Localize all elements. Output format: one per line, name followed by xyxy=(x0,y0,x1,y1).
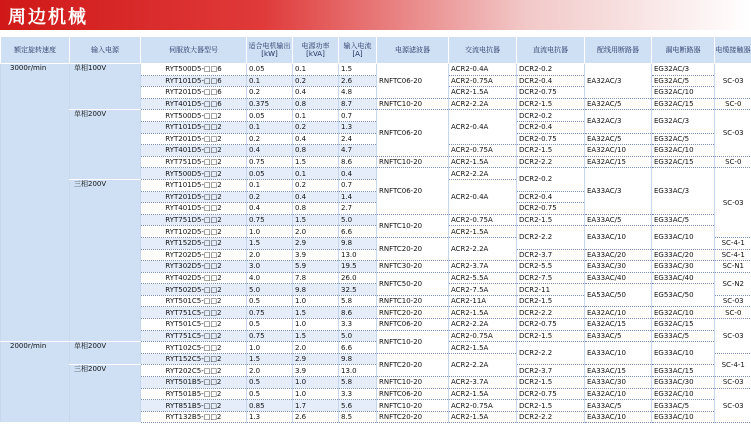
motor-output-kw: 0.5 xyxy=(247,377,293,389)
wiring-breaker: EA32AC/10 xyxy=(585,145,652,157)
dc-reactor: DCR2-7.5 xyxy=(517,272,585,284)
ac-reactor: ACR2-0.4A xyxy=(449,64,517,76)
input-current-a: 1.5 xyxy=(339,64,377,76)
power-kva: 5.9 xyxy=(293,261,339,273)
input-current-a: 5.0 xyxy=(339,330,377,342)
dc-reactor: DCR2-3.7 xyxy=(517,249,585,261)
power-kva: 0.2 xyxy=(293,75,339,87)
input-current-a: 3.3 xyxy=(339,388,377,400)
input-current-a: 9.8 xyxy=(339,237,377,249)
leakage-breaker: EG53AC/50 xyxy=(652,284,715,307)
input-current-a: 2.7 xyxy=(339,203,377,215)
power-filter: RNFTC20-20 xyxy=(377,353,449,376)
wiring-breaker: EA32AC/3 xyxy=(585,110,652,133)
wiring-breaker: EA32AC/5 xyxy=(585,133,652,145)
dc-reactor: DCR2-0.75 xyxy=(517,388,585,400)
input-power-cell: 三相200V xyxy=(70,179,141,341)
motor-output-kw: 0.5 xyxy=(247,319,293,331)
ac-reactor: ACR2-2.2A xyxy=(449,237,517,260)
amplifier-model: RYT102C5-□□2 xyxy=(141,342,247,354)
motor-output-kw: 0.4 xyxy=(247,203,293,215)
wiring-breaker: EA33AC/5 xyxy=(585,400,652,412)
ac-reactor: ACR2-1.5A xyxy=(449,226,517,238)
contactor: SC-03 xyxy=(715,388,751,423)
ac-reactor: ACR2-0.75A xyxy=(449,145,517,157)
motor-output-kw: 0.2 xyxy=(247,191,293,203)
power-kva: 2.0 xyxy=(293,226,339,238)
amplifier-model: RYT152C5-□□2 xyxy=(141,353,247,365)
power-filter: RNFTC30-20 xyxy=(377,261,449,273)
amplifier-model: RYT751D5-□□2 xyxy=(141,214,247,226)
column-header: 漏电断路器 xyxy=(652,37,715,64)
dc-reactor: DCR2-0.75 xyxy=(517,319,585,331)
power-filter: RNFTC06-20 xyxy=(377,319,449,331)
amplifier-model: RYT101D5-□□2 xyxy=(141,179,247,191)
power-kva: 7.8 xyxy=(293,272,339,284)
ac-reactor: ACR2-2.2A xyxy=(449,168,517,180)
contactor: SC-03 xyxy=(715,168,751,238)
dc-reactor: DCR2-1.5 xyxy=(517,214,585,226)
input-current-a: 5.8 xyxy=(339,295,377,307)
motor-output-kw: 5.0 xyxy=(247,284,293,296)
wiring-breaker: EA32AC/5 xyxy=(585,98,652,110)
dc-reactor: DCR2-1.5 xyxy=(517,400,585,412)
power-filter: RNFTC20-20 xyxy=(377,307,449,319)
wiring-breaker: EA33AC/40 xyxy=(585,272,652,284)
input-power-cell: 单相200V xyxy=(70,342,141,365)
motor-output-kw: 0.4 xyxy=(247,145,293,157)
motor-output-kw: 0.5 xyxy=(247,295,293,307)
power-kva: 1.0 xyxy=(293,319,339,331)
input-current-a: 6.6 xyxy=(339,342,377,354)
input-power-cell: 三相200V xyxy=(70,365,141,423)
power-filter: RNFTC10-20 xyxy=(377,295,449,307)
motor-output-kw: 0.1 xyxy=(247,75,293,87)
power-kva: 0.4 xyxy=(293,133,339,145)
column-header: 电源功率 [kVA] xyxy=(293,37,339,64)
ac-reactor: ACR2-3.7A xyxy=(449,377,517,389)
power-kva: 9.8 xyxy=(293,284,339,296)
power-filter: RNFTC10-20 xyxy=(377,98,449,110)
power-kva: 0.2 xyxy=(293,179,339,191)
page-banner xyxy=(0,0,751,30)
input-current-a: 0.7 xyxy=(339,179,377,191)
ac-reactor: ACR2-1.5A xyxy=(449,342,517,354)
dc-reactor: DCR2-1.5 xyxy=(517,98,585,110)
leakage-breaker: EG33AC/5 xyxy=(652,400,715,412)
power-kva: 1.0 xyxy=(293,295,339,307)
dc-reactor: DCR2-2.2 xyxy=(517,342,585,365)
power-kva: 0.8 xyxy=(293,145,339,157)
wiring-breaker: EA33AC/30 xyxy=(585,377,652,389)
amplifier-model: RYT500D5-□□2 xyxy=(141,110,247,122)
amplifier-model: RYT101D5-□□2 xyxy=(141,121,247,133)
leakage-breaker: EG32AC/3 xyxy=(652,110,715,133)
amplifier-model: RYT302D5-□□2 xyxy=(141,261,247,273)
motor-output-kw: 1.5 xyxy=(247,353,293,365)
power-filter: RNFTC20-20 xyxy=(377,411,449,423)
input-current-a: 4.7 xyxy=(339,145,377,157)
ac-reactor: ACR2-1.5A xyxy=(449,307,517,319)
motor-output-kw: 2.0 xyxy=(247,249,293,261)
rated-speed-cell: 2000r/min xyxy=(1,342,70,423)
amplifier-model: RYT501B5-□□2 xyxy=(141,388,247,400)
contactor: SC-03 xyxy=(715,319,751,354)
input-current-a: 8.6 xyxy=(339,307,377,319)
amplifier-model: RYT501B5-□□2 xyxy=(141,377,247,389)
dc-reactor: DCR2-2.2 xyxy=(517,156,585,168)
power-kva: 0.1 xyxy=(293,64,339,76)
power-kva: 3.9 xyxy=(293,249,339,261)
amplifier-model: RYT101D5-□□6 xyxy=(141,75,247,87)
amplifier-model: RYT102D5-□□2 xyxy=(141,226,247,238)
dc-reactor: DCR2-2.2 xyxy=(517,411,585,423)
wiring-breaker: EA33AC/15 xyxy=(585,365,652,377)
power-filter: RNFTC06-20 xyxy=(377,110,449,156)
dc-reactor: DCR2-2.2 xyxy=(517,226,585,249)
ac-reactor: ACR2-5.5A xyxy=(449,272,517,284)
wiring-breaker: EA32AC/15 xyxy=(585,156,652,168)
leakage-breaker: EG32AC/10 xyxy=(652,307,715,319)
contactor: SC-4-1 xyxy=(715,249,751,261)
amplifier-model: RYT502D5-□□2 xyxy=(141,284,247,296)
column-header: 直流电抗器 xyxy=(517,37,585,64)
power-filter: RNFTC10-20 xyxy=(377,400,449,412)
amplifier-model: RYT401D5-□□2 xyxy=(141,145,247,157)
column-header: 额定旋转速度 xyxy=(1,37,70,64)
power-kva: 1.0 xyxy=(293,377,339,389)
leakage-breaker: EG32AC/15 xyxy=(652,319,715,331)
dc-reactor: DCR2-5.5 xyxy=(517,261,585,273)
power-filter: RNFTC10-20 xyxy=(377,330,449,353)
contactor: SC-03 xyxy=(715,64,751,99)
leakage-breaker: EG32AC/15 xyxy=(652,156,715,168)
motor-output-kw: 0.75 xyxy=(247,330,293,342)
motor-output-kw: 2.0 xyxy=(247,365,293,377)
input-current-a: 8.5 xyxy=(339,411,377,423)
input-current-a: 4.8 xyxy=(339,87,377,99)
contactor: SC-0 xyxy=(715,98,751,110)
motor-output-kw: 1.0 xyxy=(247,342,293,354)
amplifier-model: RYT851B5-□□2 xyxy=(141,400,247,412)
table-header-row xyxy=(1,37,751,64)
leakage-breaker: EG32AC/10 xyxy=(652,87,715,99)
motor-output-kw: 0.05 xyxy=(247,64,293,76)
dc-reactor: DCR2-1.5 xyxy=(517,145,585,157)
motor-output-kw: 0.2 xyxy=(247,87,293,99)
amplifier-model: RYT501C5-□□2 xyxy=(141,319,247,331)
input-current-a: 9.8 xyxy=(339,353,377,365)
column-header: 输入电源 xyxy=(70,37,141,64)
power-kva: 0.8 xyxy=(293,203,339,215)
input-current-a: 8.6 xyxy=(339,156,377,168)
table-row xyxy=(1,64,751,76)
dc-reactor: DCR2-1.5 xyxy=(517,295,585,307)
amplifier-model: RYT202C5-□□2 xyxy=(141,365,247,377)
contactor: SC-4-1 xyxy=(715,353,751,376)
power-filter: RNFTC20-20 xyxy=(377,237,449,260)
input-current-a: 1.4 xyxy=(339,191,377,203)
leakage-breaker: EG32AC/10 xyxy=(652,388,715,400)
power-kva: 1.0 xyxy=(293,388,339,400)
wiring-breaker: EA33AC/10 xyxy=(585,226,652,249)
motor-output-kw: 0.85 xyxy=(247,400,293,412)
input-current-a: 6.6 xyxy=(339,226,377,238)
ac-reactor: ACR2-0.75A xyxy=(449,400,517,412)
power-filter: RNFTC06-20 xyxy=(377,64,449,99)
motor-output-kw: 0.05 xyxy=(247,110,293,122)
column-header: 适合电机输出 [kW] xyxy=(247,37,293,64)
motor-output-kw: 0.75 xyxy=(247,156,293,168)
motor-output-kw: 0.75 xyxy=(247,307,293,319)
wiring-breaker: EA33AC/5 xyxy=(585,330,652,342)
amplifier-model: RYT201D5-□□2 xyxy=(141,133,247,145)
input-power-cell: 单相100V xyxy=(70,64,141,110)
leakage-breaker: EG33AC/30 xyxy=(652,261,715,273)
motor-output-kw: 0.2 xyxy=(247,133,293,145)
contactor: SC-03 xyxy=(715,377,751,389)
power-filter: RNFTC06-20 xyxy=(377,388,449,400)
input-current-a: 2.4 xyxy=(339,133,377,145)
dc-reactor: DCR2-3.7 xyxy=(517,365,585,377)
input-current-a: 13.0 xyxy=(339,365,377,377)
input-current-a: 19.5 xyxy=(339,261,377,273)
dc-reactor: DCR2-0.2 xyxy=(517,110,585,122)
table-row xyxy=(1,365,751,377)
wiring-breaker: EA53AC/50 xyxy=(585,284,652,307)
wiring-breaker: EA33AC/10 xyxy=(585,342,652,365)
ac-reactor: ACR2-0.75A xyxy=(449,330,517,342)
power-kva: 1.5 xyxy=(293,214,339,226)
wiring-breaker: EA33AC/3 xyxy=(585,168,652,214)
wiring-breaker: EA33AC/5 xyxy=(585,214,652,226)
power-kva: 0.8 xyxy=(293,98,339,110)
contactor: SC-N2 xyxy=(715,272,751,295)
power-filter: RNFTC06-20 xyxy=(377,168,449,214)
power-kva: 3.9 xyxy=(293,365,339,377)
ac-reactor: ACR2-1.5A xyxy=(449,156,517,168)
power-kva: 0.1 xyxy=(293,110,339,122)
dc-reactor: DCR2-0.4 xyxy=(517,75,585,87)
power-kva: 1.5 xyxy=(293,307,339,319)
contactor: SC-0 xyxy=(715,156,751,168)
leakage-breaker: EG33AC/3 xyxy=(652,168,715,214)
input-current-a: 26.0 xyxy=(339,272,377,284)
power-kva: 2.9 xyxy=(293,237,339,249)
leakage-breaker: EG32AC/3 xyxy=(652,64,715,76)
dc-reactor: DCR2-0.75 xyxy=(517,203,585,215)
power-filter: RNFTC10-20 xyxy=(377,214,449,237)
ac-reactor: ACR2-7.5A xyxy=(449,284,517,296)
input-current-a: 8.7 xyxy=(339,98,377,110)
wiring-breaker: EA33AC/30 xyxy=(585,261,652,273)
dc-reactor: DCR2-1.5 xyxy=(517,330,585,342)
motor-output-kw: 0.05 xyxy=(247,168,293,180)
wiring-breaker: EA33AC/10 xyxy=(585,411,652,423)
amplifier-model: RYT401D5-□□6 xyxy=(141,98,247,110)
table-row xyxy=(1,342,751,354)
dc-reactor: DCR2-0.4 xyxy=(517,121,585,133)
amplifier-model: RYT201D5-□□6 xyxy=(141,87,247,99)
ac-reactor: ACR2-1.5A xyxy=(449,411,517,423)
dc-reactor: DCR2-0.2 xyxy=(517,64,585,76)
leakage-breaker: EG33AC/5 xyxy=(652,214,715,226)
amplifier-model: RYT202D5-□□2 xyxy=(141,249,247,261)
table-row xyxy=(1,110,751,122)
contactor: SC-N1 xyxy=(715,261,751,273)
ac-reactor: ACR2-0.75A xyxy=(449,75,517,87)
contactor: SC-03 xyxy=(715,110,751,156)
ac-reactor: ACR2-2.2A xyxy=(449,98,517,110)
input-current-a: 5.6 xyxy=(339,400,377,412)
amplifier-model: RYT500D5-□□6 xyxy=(141,64,247,76)
dc-reactor: DCR2-2.2 xyxy=(517,307,585,319)
power-kva: 1.7 xyxy=(293,400,339,412)
leakage-breaker: EG33AC/20 xyxy=(652,249,715,261)
ac-reactor: ACR2-2.2A xyxy=(449,353,517,376)
dc-reactor: DCR2-0.75 xyxy=(517,87,585,99)
leakage-breaker: EG33AC/15 xyxy=(652,365,715,377)
power-kva: 2.6 xyxy=(293,411,339,423)
leakage-breaker: EG33AC/10 xyxy=(652,342,715,365)
leakage-breaker: EG33AC/40 xyxy=(652,272,715,284)
input-current-a: 0.4 xyxy=(339,168,377,180)
wiring-breaker: EA32AC/15 xyxy=(585,319,652,331)
amplifier-model: RYT132B5-□□2 xyxy=(141,411,247,423)
contactor: SC-03 xyxy=(715,295,751,307)
input-current-a: 32.5 xyxy=(339,284,377,296)
amplifier-model: RYT751D5-□□2 xyxy=(141,156,247,168)
input-current-a: 13.0 xyxy=(339,249,377,261)
amplifier-model: RYT402D5-□□2 xyxy=(141,272,247,284)
dc-reactor: DCR2-0.75 xyxy=(517,133,585,145)
leakage-breaker: EG33AC/10 xyxy=(652,226,715,249)
power-kva: 2.9 xyxy=(293,353,339,365)
wiring-breaker: EA33AC/20 xyxy=(585,249,652,261)
leakage-breaker: EG33AC/30 xyxy=(652,377,715,389)
motor-output-kw: 1.0 xyxy=(247,226,293,238)
ac-reactor: ACR2-0.75A xyxy=(449,214,517,226)
peripheral-equipment-table xyxy=(0,36,751,423)
power-kva: 0.1 xyxy=(293,168,339,180)
dc-reactor: DCR2-1.5 xyxy=(517,377,585,389)
ac-reactor: ACR2-2.2A xyxy=(449,319,517,331)
ac-reactor: ACR2-11A xyxy=(449,295,517,307)
leakage-breaker: EG32AC/5 xyxy=(652,133,715,145)
input-current-a: 3.3 xyxy=(339,319,377,331)
input-current-a: 5.8 xyxy=(339,377,377,389)
power-filter: RNFTC50-20 xyxy=(377,272,449,295)
rated-speed-cell: 3000r/min xyxy=(1,64,70,342)
amplifier-model: RYT152D5-□□2 xyxy=(141,237,247,249)
page-title: 周边机械 xyxy=(8,7,88,28)
motor-output-kw: 0.75 xyxy=(247,214,293,226)
column-header: 电缆接触器 xyxy=(715,37,751,64)
ac-reactor: ACR2-0.4A xyxy=(449,179,517,214)
wiring-breaker: EA32AC/3 xyxy=(585,64,652,99)
wiring-breaker: EA32AC/10 xyxy=(585,388,652,400)
motor-output-kw: 0.1 xyxy=(247,121,293,133)
contactor: SC-4-1 xyxy=(715,237,751,249)
leakage-breaker: EG33AC/10 xyxy=(652,411,715,423)
amplifier-model: RYT751C5-□□2 xyxy=(141,330,247,342)
ac-reactor: ACR2-1.5A xyxy=(449,87,517,99)
power-kva: 0.2 xyxy=(293,121,339,133)
power-kva: 0.4 xyxy=(293,87,339,99)
motor-output-kw: 4.0 xyxy=(247,272,293,284)
power-kva: 1.5 xyxy=(293,330,339,342)
column-header: 电源滤波器 xyxy=(377,37,449,64)
motor-output-kw: 1.5 xyxy=(247,237,293,249)
column-header: 交流电抗器 xyxy=(449,37,517,64)
input-current-a: 2.6 xyxy=(339,75,377,87)
input-current-a: 0.7 xyxy=(339,110,377,122)
amplifier-model: RYT201D5-□□2 xyxy=(141,191,247,203)
motor-output-kw: 0.375 xyxy=(247,98,293,110)
ac-reactor: ACR2-0.4A xyxy=(449,110,517,145)
dc-reactor: DCR2-11 xyxy=(517,284,585,296)
input-power-cell: 单相200V xyxy=(70,110,141,180)
power-kva: 1.5 xyxy=(293,156,339,168)
power-kva: 0.4 xyxy=(293,191,339,203)
amplifier-model: RYT500D5-□□2 xyxy=(141,168,247,180)
motor-output-kw: 0.5 xyxy=(247,388,293,400)
amplifier-model: RYT501C5-□□2 xyxy=(141,295,247,307)
column-header: 配线用断路器 xyxy=(585,37,652,64)
column-header: 输入电流 [A] xyxy=(339,37,377,64)
leakage-breaker: EG32AC/15 xyxy=(652,98,715,110)
amplifier-model: RYT401D5-□□2 xyxy=(141,203,247,215)
column-header: 伺服放大器型号 xyxy=(141,37,247,64)
amplifier-model: RYT751C5-□□2 xyxy=(141,307,247,319)
wiring-breaker: EA32AC/10 xyxy=(585,307,652,319)
leakage-breaker: EG32AC/5 xyxy=(652,75,715,87)
input-current-a: 5.0 xyxy=(339,214,377,226)
leakage-breaker: EG33AC/5 xyxy=(652,330,715,342)
contactor: SC-0 xyxy=(715,307,751,319)
dc-reactor: DCR2-0.4 xyxy=(517,191,585,203)
ac-reactor: ACR2-3.7A xyxy=(449,261,517,273)
power-kva: 2.0 xyxy=(293,342,339,354)
leakage-breaker: EG32AC/10 xyxy=(652,145,715,157)
power-filter: RNFTC10-20 xyxy=(377,156,449,168)
ac-reactor: ACR2-1.5A xyxy=(449,388,517,400)
dc-reactor: DCR2-0.2 xyxy=(517,168,585,191)
table-body xyxy=(1,64,751,423)
power-filter: RNFTC10-20 xyxy=(377,377,449,389)
motor-output-kw: 1.3 xyxy=(247,411,293,423)
input-current-a: 1.3 xyxy=(339,121,377,133)
motor-output-kw: 3.0 xyxy=(247,261,293,273)
motor-output-kw: 0.1 xyxy=(247,179,293,191)
